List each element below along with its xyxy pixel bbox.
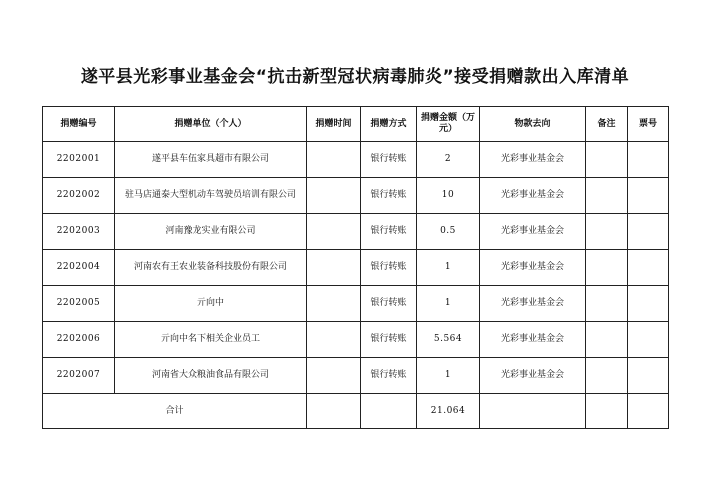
table-row	[43, 142, 669, 178]
cell-code: 2202003	[43, 214, 115, 250]
cell-remark	[586, 142, 628, 178]
cell-code: 2202005	[43, 286, 115, 322]
cell-time	[307, 286, 361, 322]
cell-remark	[586, 322, 628, 358]
cell-donor: 亓向中名下相关企业员工	[115, 322, 307, 358]
cell-remark	[586, 358, 628, 394]
cell-destination: 光彩事业基金会	[480, 286, 586, 322]
cell-destination: 光彩事业基金会	[480, 178, 586, 214]
cell-method: 银行转账	[361, 322, 417, 358]
cell-method: 银行转账	[361, 286, 417, 322]
cell-method: 银行转账	[361, 142, 417, 178]
total-row	[43, 394, 669, 429]
cell-donor: 遂平县车伍家具超市有限公司	[115, 142, 307, 178]
cell-method: 银行转账	[361, 358, 417, 394]
table-row	[43, 214, 669, 250]
header-method: 捐赠方式	[361, 107, 417, 142]
cell-ticket	[628, 214, 669, 250]
cell-time	[307, 358, 361, 394]
total-empty-method	[361, 394, 417, 429]
cell-method: 银行转账	[361, 178, 417, 214]
donation-table	[42, 106, 669, 429]
cell-ticket	[628, 322, 669, 358]
total-empty-ticket	[628, 394, 669, 429]
cell-donor: 亓向中	[115, 286, 307, 322]
cell-code: 2202002	[43, 178, 115, 214]
total-amount: 21.064	[417, 394, 480, 429]
cell-time	[307, 214, 361, 250]
cell-remark	[586, 286, 628, 322]
cell-code: 2202004	[43, 250, 115, 286]
total-empty-destination	[480, 394, 586, 429]
cell-time	[307, 250, 361, 286]
total-empty-time	[307, 394, 361, 429]
header-destination: 物款去向	[480, 107, 586, 142]
cell-ticket	[628, 178, 669, 214]
cell-method: 银行转账	[361, 214, 417, 250]
cell-remark	[586, 178, 628, 214]
table-row	[43, 286, 669, 322]
cell-time	[307, 178, 361, 214]
cell-amount: 0.5	[417, 214, 480, 250]
cell-destination: 光彩事业基金会	[480, 214, 586, 250]
cell-destination: 光彩事业基金会	[480, 322, 586, 358]
table-row	[43, 250, 669, 286]
table-header-row	[43, 107, 669, 142]
table-row	[43, 322, 669, 358]
cell-ticket	[628, 142, 669, 178]
cell-amount: 5.564	[417, 322, 480, 358]
cell-amount: 1	[417, 286, 480, 322]
cell-code: 2202001	[43, 142, 115, 178]
cell-ticket	[628, 358, 669, 394]
header-remark: 备注	[586, 107, 628, 142]
cell-remark	[586, 250, 628, 286]
table-row	[43, 178, 669, 214]
cell-time	[307, 322, 361, 358]
cell-ticket	[628, 286, 669, 322]
cell-destination: 光彩事业基金会	[480, 142, 586, 178]
cell-amount: 2	[417, 142, 480, 178]
cell-code: 2202007	[43, 358, 115, 394]
document-title: 遂平县光彩事业基金会“抗击新型冠状病毒肺炎”接受捐赠款出入库清单	[80, 67, 630, 87]
cell-destination: 光彩事业基金会	[480, 250, 586, 286]
cell-amount: 1	[417, 358, 480, 394]
cell-remark	[586, 214, 628, 250]
header-time: 捐赠时间	[307, 107, 361, 142]
header-code: 捐赠编号	[43, 107, 115, 142]
header-ticket: 票号	[628, 107, 669, 142]
header-donor: 捐赠单位（个人）	[115, 107, 307, 142]
total-empty-remark	[586, 394, 628, 429]
cell-code: 2202006	[43, 322, 115, 358]
cell-donor: 河南农有王农业装备科技股份有限公司	[115, 250, 307, 286]
cell-amount: 1	[417, 250, 480, 286]
total-label: 合计	[43, 394, 307, 429]
table-row	[43, 358, 669, 394]
header-amount: 捐赠金额（万元）	[417, 107, 480, 142]
cell-donor: 河南省大众粮油食品有限公司	[115, 358, 307, 394]
cell-donor: 河南豫龙实业有限公司	[115, 214, 307, 250]
cell-amount: 10	[417, 178, 480, 214]
cell-time	[307, 142, 361, 178]
cell-method: 银行转账	[361, 250, 417, 286]
cell-destination: 光彩事业基金会	[480, 358, 586, 394]
cell-ticket	[628, 250, 669, 286]
cell-donor: 驻马店通泰大型机动车驾驶员培训有限公司	[115, 178, 307, 214]
